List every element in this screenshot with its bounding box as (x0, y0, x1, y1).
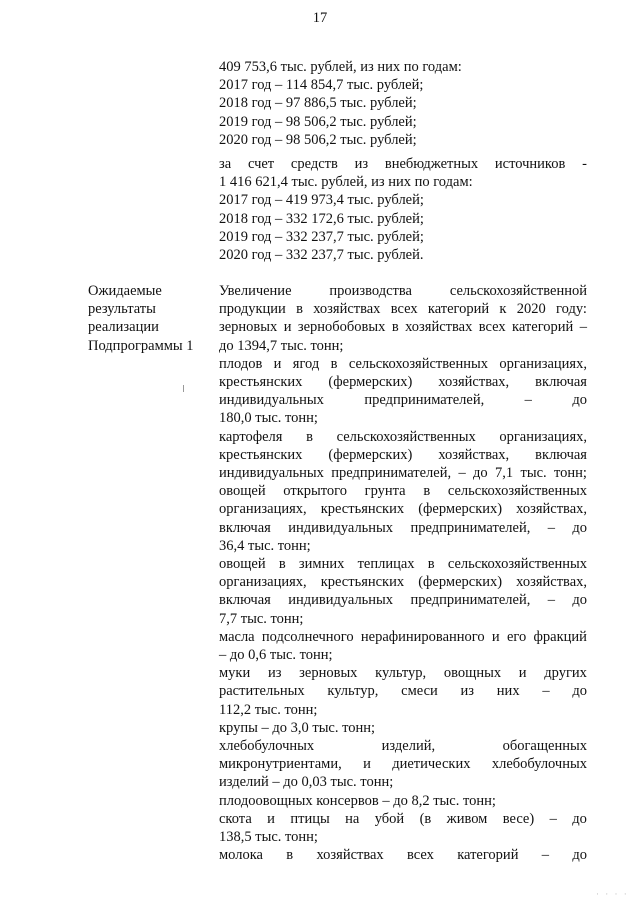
word: до (572, 392, 587, 409)
word: предпринимателей, (331, 465, 452, 482)
word: теплицах (357, 556, 415, 573)
word: в (423, 483, 431, 500)
word: тыс. (520, 465, 547, 482)
word: в (286, 847, 294, 864)
word: и (491, 628, 500, 645)
word: категорий (457, 847, 519, 864)
text-line-justified (219, 318, 587, 336)
word: категорий (427, 301, 490, 318)
word: растительных (219, 683, 305, 700)
word: весе) (502, 810, 535, 827)
text-line-justified (219, 810, 587, 828)
word: до (473, 465, 488, 482)
word: в (278, 556, 286, 573)
word: и (273, 355, 282, 372)
word: (фермерских) (418, 501, 503, 518)
word: зернобобовых (297, 319, 386, 336)
word: включая (219, 519, 271, 536)
word: нерафинированного (360, 628, 485, 645)
word: изделий, (381, 738, 436, 755)
text-line: 2017 год – 419 973,4 тыс. рублей; (219, 192, 424, 209)
word: открытого (283, 483, 347, 500)
word: хозяйствах (405, 319, 473, 336)
word: крестьянских (219, 374, 303, 391)
text-line: крупы – до 3,0 тыс. тонн; (219, 719, 376, 736)
word: 2020 (516, 301, 546, 318)
word: них (496, 683, 520, 700)
text-line: до 1394,7 тыс. тонн; (219, 337, 344, 354)
word: и (518, 665, 527, 682)
text-line-justified (219, 282, 587, 300)
word: подсолнечного (261, 628, 354, 645)
word: сельскохозяйственных (348, 355, 488, 372)
text-line: 112,2 тыс. тонн; (219, 701, 318, 718)
word: в (306, 428, 313, 445)
text-line-justified (219, 628, 587, 646)
word: сельскохозяйственных (447, 483, 587, 500)
word: (в (419, 810, 432, 827)
text-line-justified (219, 446, 587, 464)
label-line: Ожидаемые (88, 283, 162, 299)
text-line: 2019 год – 98 506,2 тыс. рублей; (219, 113, 417, 130)
word: – (524, 392, 532, 409)
word: убой (374, 810, 405, 827)
text-line: 36,4 тыс. тонн; (219, 537, 311, 554)
word: обогащенных (502, 738, 587, 755)
text-line-justified (219, 500, 587, 518)
text-line-justified (219, 428, 587, 446)
word: хозяйствах (313, 301, 381, 318)
word: внебюджетных (384, 156, 479, 172)
word: предпринимателей, (364, 392, 485, 409)
word: – (458, 465, 466, 482)
word: индивидуальных (288, 592, 394, 609)
text-line-justified (219, 155, 587, 173)
word: зерновых (219, 319, 278, 336)
word: хозяйствах, (516, 574, 587, 591)
text-line: 2018 год – 97 886,5 тыс. рублей; (219, 95, 417, 112)
word: масла (219, 628, 255, 645)
text-line: 2020 год – 332 237,7 тыс. рублей. (219, 247, 424, 264)
word: категорий (512, 319, 574, 336)
word: – (549, 810, 557, 827)
text-line: 138,5 тыс. тонн; (219, 829, 318, 846)
word: сельскохозяйственной (449, 283, 587, 299)
scan-artifact: · · · · (596, 889, 629, 899)
word: (фермерских) (418, 574, 503, 591)
text-line: изделий – до 0,03 тыс. тонн; (219, 774, 394, 791)
word: индивидуальных (219, 392, 324, 409)
word: за (219, 156, 232, 172)
word: из (460, 683, 475, 700)
word: грунта (364, 483, 406, 500)
label-line: Подпрограммы 1 (88, 337, 194, 354)
word: до (572, 592, 587, 609)
word: всех (390, 301, 418, 318)
word: - (582, 156, 587, 172)
word: микронутриентами, (219, 756, 342, 773)
word: производства (329, 283, 412, 299)
word: овощных (443, 665, 502, 682)
text-line-justified (219, 755, 587, 773)
text-line: 180,0 тыс. тонн; (219, 410, 318, 427)
page-number: 17 (312, 10, 328, 26)
label-line: реализации (88, 319, 159, 336)
word: 7,1 (495, 465, 514, 482)
word: – (547, 519, 555, 536)
word: (фермерских) (328, 374, 413, 391)
text-line-justified (219, 573, 587, 591)
word: индивидуальных (219, 465, 324, 482)
text-line-justified (219, 519, 587, 537)
word: зимних (298, 556, 345, 573)
word: и (267, 810, 275, 827)
word: к (499, 301, 507, 318)
text-line-justified (219, 591, 587, 609)
word: организациях, (219, 574, 307, 591)
word: плодов (219, 355, 263, 372)
word: культур, (375, 665, 427, 682)
word: овощей (219, 556, 266, 573)
word: и (283, 319, 292, 336)
word: до (572, 683, 587, 700)
word: ягод (292, 355, 320, 372)
extrabudget-funds-block (219, 155, 587, 264)
word: всех (478, 319, 506, 336)
word: источников (494, 156, 566, 172)
text-line-justified (219, 682, 587, 700)
text-line: – до 0,6 тыс. тонн; (219, 647, 333, 664)
text-line-justified (219, 373, 587, 391)
word: всех (407, 847, 434, 864)
word: живом (446, 810, 488, 827)
word: муки (219, 665, 251, 682)
word: диетических (392, 756, 471, 773)
word: предпринимателей, (410, 519, 531, 536)
word: на (345, 810, 360, 827)
margin-mark (183, 385, 184, 392)
word: картофеля (219, 428, 283, 445)
word: хозяйствах, (438, 374, 510, 391)
word: до (572, 810, 587, 827)
word: до (572, 519, 587, 536)
word: из (267, 665, 282, 682)
word: хлебобулочных (491, 756, 587, 773)
word: фракций (533, 628, 587, 645)
word: сельскохозяйственных (336, 428, 476, 445)
word: Увеличение (219, 283, 292, 299)
word: – (547, 592, 555, 609)
text-line-justified (219, 355, 587, 373)
text-line-justified (219, 300, 587, 318)
word: из (354, 156, 369, 172)
word: смеси (401, 683, 438, 700)
word: организациях, (499, 355, 587, 372)
text-line-justified (219, 737, 587, 755)
word: организациях, (499, 428, 587, 445)
word: – (541, 847, 550, 864)
label-line: результаты (88, 301, 156, 318)
federal-funds-block (219, 58, 587, 149)
word: хозяйствах, (438, 446, 510, 463)
word: в (296, 301, 303, 318)
word: – (579, 319, 587, 336)
text-line: 2019 год – 332 237,7 тыс. рублей; (219, 228, 424, 245)
word: культур, (327, 683, 379, 700)
word: включая (219, 592, 271, 609)
expected-results-text (219, 282, 587, 865)
word: крестьянских (320, 574, 405, 591)
word: молока (219, 847, 263, 864)
text-line-justified (219, 555, 587, 573)
text-line: 7,7 тыс. тонн; (219, 610, 304, 627)
word: индивидуальных (288, 519, 394, 536)
word: включая (535, 374, 587, 391)
word: (фермерских) (328, 446, 413, 463)
word: птицы (290, 810, 330, 827)
word: организациях, (219, 501, 307, 518)
word: крестьянских (320, 501, 405, 518)
text-line-justified (219, 664, 587, 682)
text-line: плодоовощных консервов – до 8,2 тыс. тонн; (219, 792, 496, 809)
text-line: 2018 год – 332 172,6 тыс. рублей; (219, 210, 424, 227)
word: средств (290, 156, 338, 172)
word: хлебобулочных (219, 738, 315, 755)
word: хозяйствах (316, 847, 384, 864)
word: в (427, 556, 435, 573)
word: в (391, 319, 399, 336)
word: году: (556, 301, 587, 318)
word: и (363, 756, 371, 773)
text-line-justified (219, 482, 587, 500)
word: его (506, 628, 527, 645)
word: сельскохозяйственных (447, 556, 587, 573)
word: тонн; (553, 465, 587, 482)
word: предпринимателей, (410, 592, 531, 609)
text-line: 409 753,6 тыс. рублей, из них по годам: (219, 59, 462, 75)
word: включая (535, 446, 587, 463)
word: продукции (219, 301, 286, 318)
word: овощей (219, 483, 266, 500)
text-line: 2017 год – 114 854,7 тыс. рублей; (219, 77, 424, 94)
word: до (572, 847, 587, 864)
text-line: 1 416 621,4 тыс. рублей, из них по годам: (219, 174, 473, 191)
word: счет (247, 156, 275, 172)
word: других (544, 665, 587, 682)
text-line: 2020 год – 98 506,2 тыс. рублей; (219, 131, 417, 148)
word: – (542, 683, 550, 700)
word: зерновых (299, 665, 358, 682)
text-line-justified (219, 391, 587, 409)
word: скота (219, 810, 252, 827)
word: в (330, 355, 338, 372)
word: крестьянских (219, 446, 303, 463)
word: хозяйствах, (516, 501, 587, 518)
text-line-justified (219, 464, 587, 482)
expected-results-label (88, 282, 206, 355)
text-line-justified (219, 846, 587, 864)
